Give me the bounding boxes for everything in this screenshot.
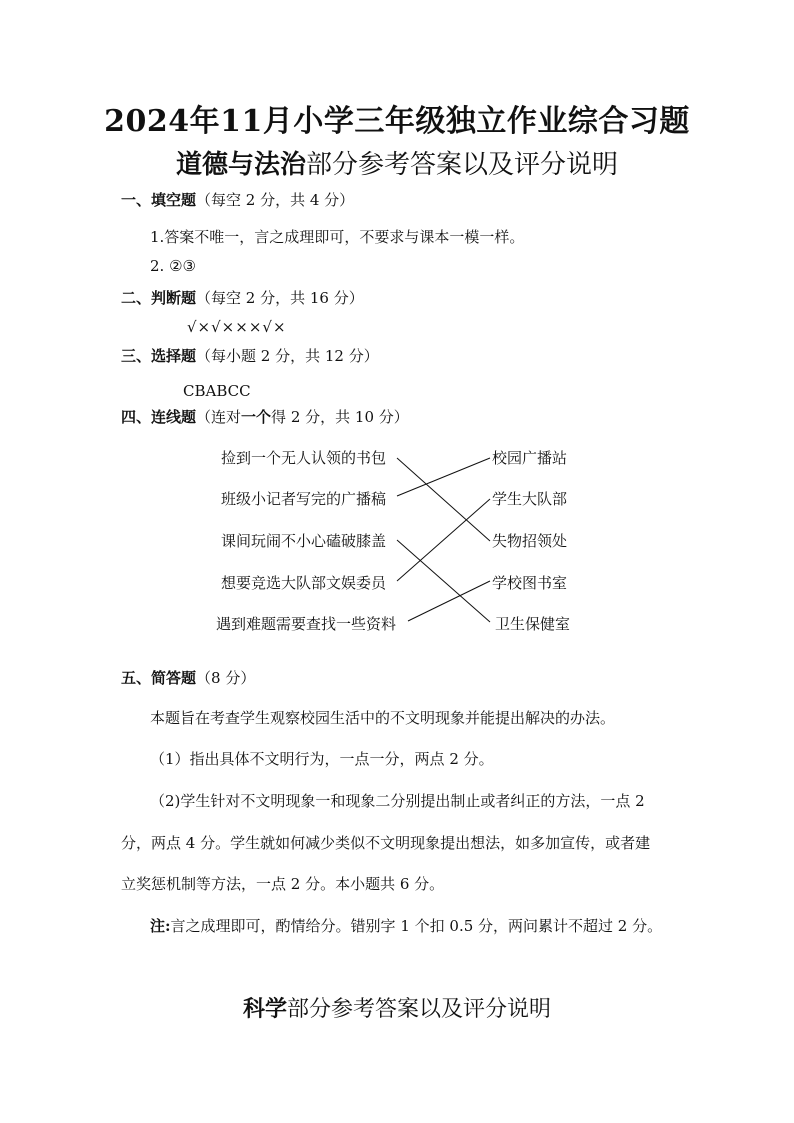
section-2-note: （每空 2 分，共 16 分） — [196, 289, 364, 307]
section-5-note — [150, 915, 662, 936]
match-line — [397, 499, 490, 581]
section-4-heading — [121, 406, 409, 427]
match-line — [397, 458, 490, 541]
science-title-rest: 部分参考答案以及评分说明 — [287, 997, 552, 1022]
section-5-title: 五、简答题 — [121, 669, 197, 687]
note-text: 言之成理即可，酌情给分。错别字 1 个扣 0.5 分，两问累计不超过 2 分。 — [170, 917, 663, 935]
section-5-paragraph-3-line-2: 分，两点 4 分。学生就如何减少类似不文明现象提出想法，如多加宣传，或者建 — [121, 834, 651, 852]
section-2-answer: √×√×××√× — [187, 318, 287, 336]
section-5-heading — [121, 667, 255, 688]
match-line — [397, 540, 490, 622]
match-left-item: 班级小记者写完的广播稿 — [221, 490, 387, 508]
section-2-heading — [121, 287, 364, 308]
science-title-subject: 科学 — [242, 996, 287, 1022]
section-1-note: （每空 2 分，共 4 分） — [196, 191, 355, 209]
section-4-title: 四、连线题 — [121, 408, 197, 426]
match-line — [408, 581, 490, 621]
section-1-item-1: 1.答案不唯一，言之成理即可，不要求与课本一模一样。 — [150, 228, 525, 246]
science-section-title — [0, 992, 794, 1023]
match-right-item: 学生大队部 — [492, 490, 568, 508]
section-3-heading — [121, 345, 379, 366]
match-left-item: 遇到难题需要查找一些资料 — [216, 615, 397, 633]
match-left-item: 想要竞选大队部文娱委员 — [221, 574, 387, 592]
match-left-item: 捡到一个无人认领的书包 — [221, 449, 387, 467]
section-3-note: （每小题 2 分，共 12 分） — [196, 347, 379, 365]
match-right-item: 卫生保健室 — [495, 615, 571, 633]
section-4-note-bold: 一个 — [241, 408, 272, 426]
match-left-item: 课间玩闹不小心磕破膝盖 — [221, 532, 387, 550]
subtitle-rest: 部分参考答案以及评分说明 — [306, 150, 619, 180]
section-3-answer: CBABCC — [183, 382, 251, 400]
section-5-paragraph-2: （1）指出具体不文明行为，一点一分，两点 2 分。 — [150, 750, 494, 768]
subtitle — [0, 144, 794, 181]
section-5-paragraph-1: 本题旨在考查学生观察校园生活中的不文明现象并能提出解决的办法。 — [150, 709, 616, 727]
section-1-item-2: 2. ②③ — [150, 257, 196, 275]
page-title: 2024年11月小学三年级独立作业综合习题 — [104, 104, 690, 139]
section-1-title: 一、填空题 — [121, 191, 197, 209]
section-5-note: （8 分） — [196, 669, 256, 687]
match-right-item: 校园广播站 — [492, 449, 568, 467]
section-5-paragraph-3-line-3: 立奖惩机制等方法，一点 2 分。本小题共 6 分。 — [121, 875, 445, 893]
note-label: 注: — [150, 917, 171, 935]
section-5-paragraph-3-line-1: （2)学生针对不文明现象一和现象二分别提出制止或者纠正的方法，一点 2 — [150, 792, 645, 810]
match-right-item: 学校图书室 — [492, 574, 568, 592]
section-4-note-prefix: （连对 — [196, 408, 242, 426]
match-line — [397, 458, 490, 496]
subtitle-subject: 道德与法治 — [175, 150, 306, 180]
section-3-title: 三、选择题 — [121, 347, 197, 365]
match-right-item: 失物招领处 — [492, 532, 568, 550]
section-4-note-suffix: 得 2 分，共 10 分） — [271, 408, 409, 426]
section-1-heading — [121, 189, 354, 210]
section-2-title: 二、判断题 — [121, 289, 197, 307]
